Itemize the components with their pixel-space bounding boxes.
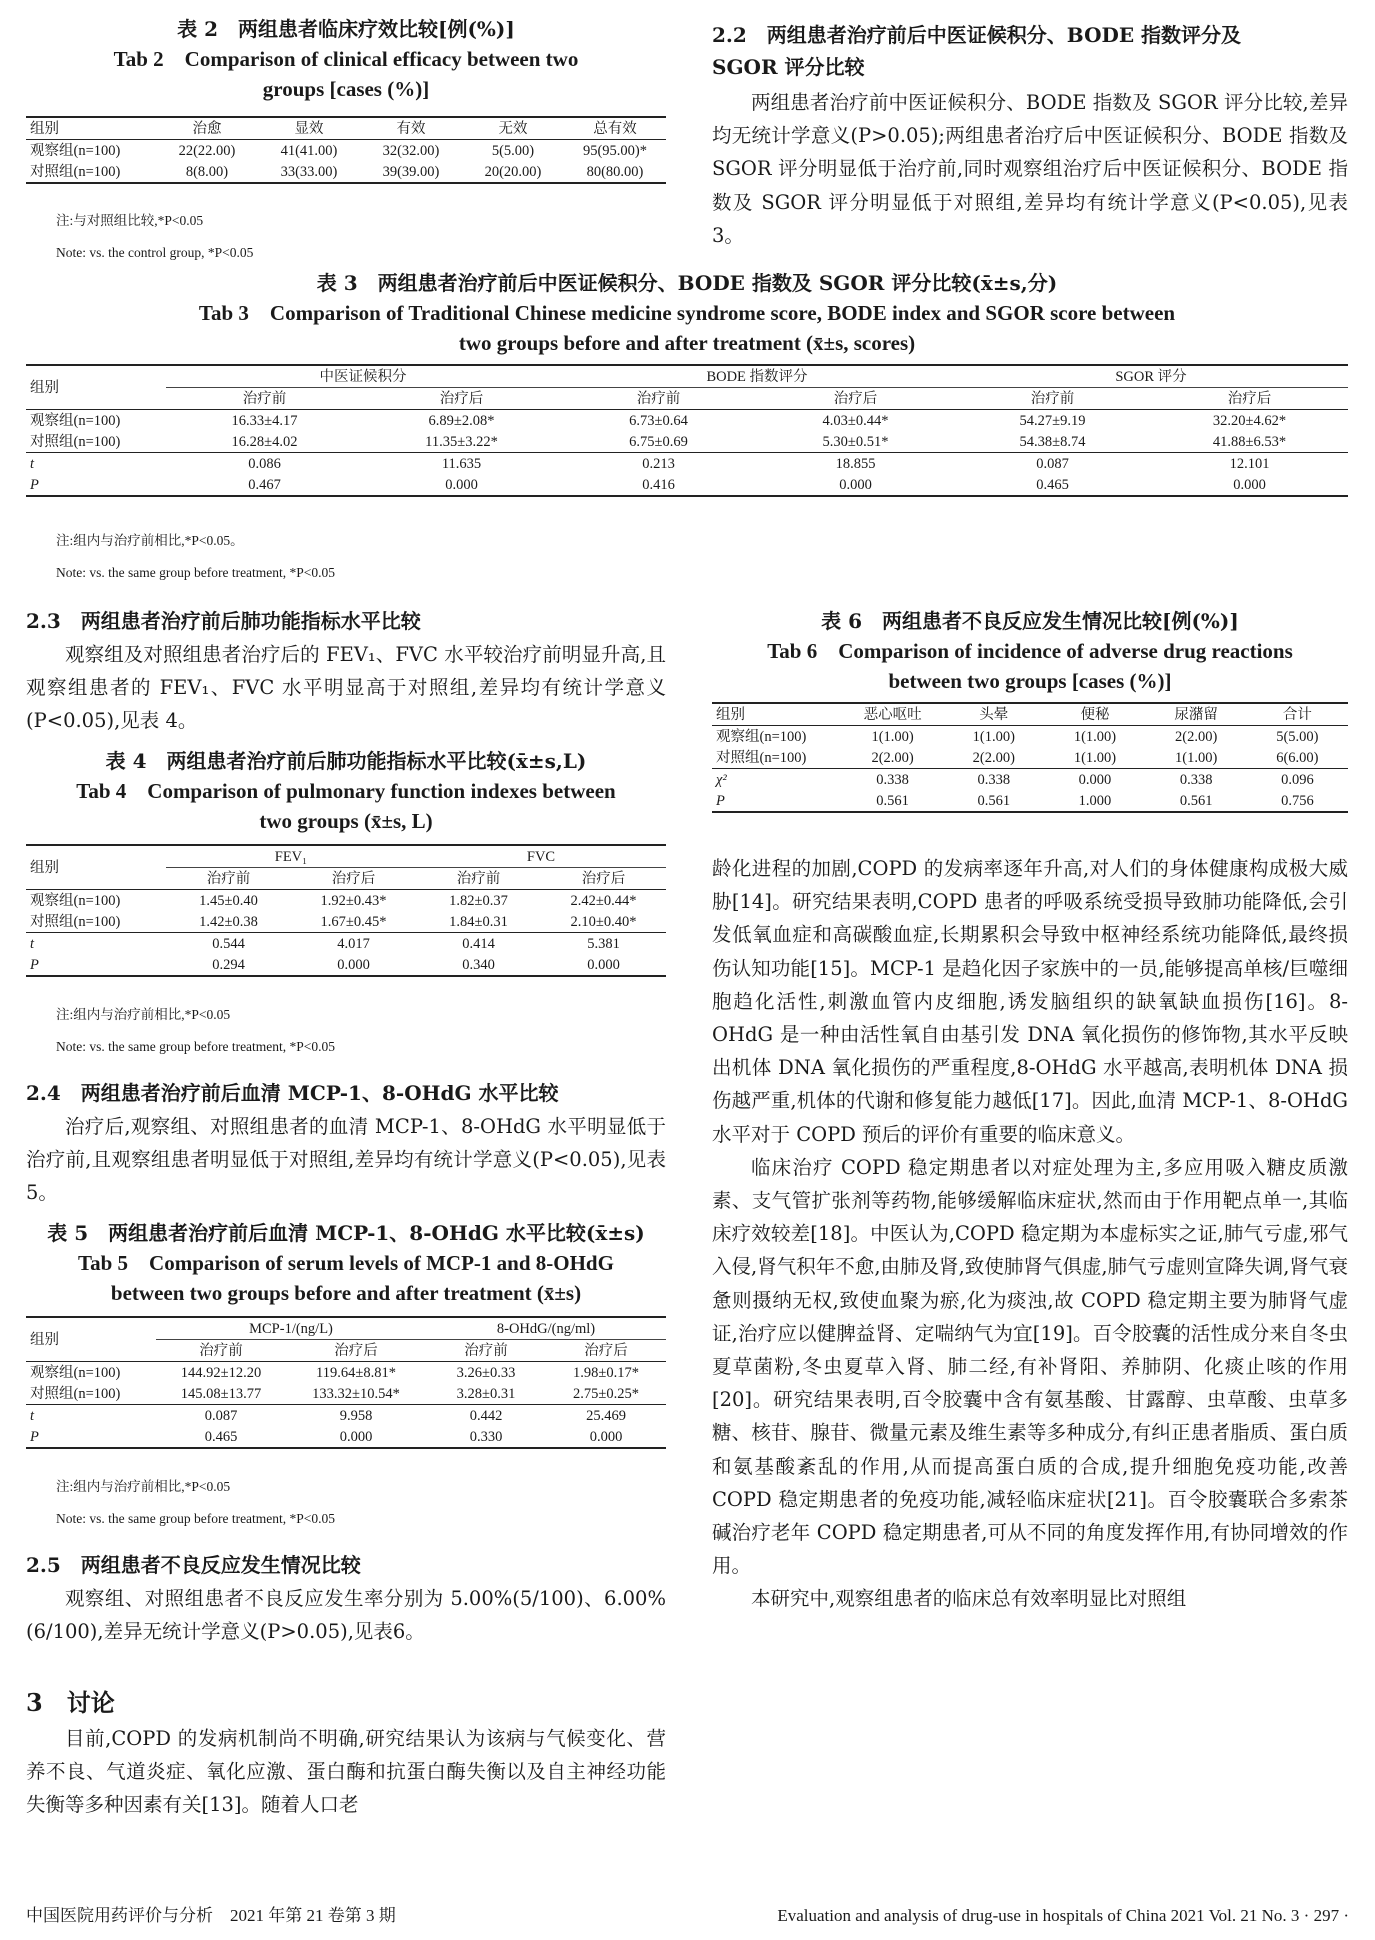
table-cell: 11.635: [363, 453, 560, 475]
table-row: [26, 890, 666, 912]
table-cell: 95(95.00)*: [582, 142, 648, 159]
table-group-row: [26, 1317, 666, 1340]
table-cell: 0.340: [462, 956, 495, 973]
sec23-heading: 2.3 两组患者治疗前后肺功能指标水平比较: [26, 609, 421, 633]
tab3-table: [26, 364, 1348, 497]
tab5-title-en-1: Tab 5 Comparison of serum levels of MCP-1 and 8-OHdG: [78, 1251, 614, 1275]
table-cell: 33(33.00): [280, 163, 338, 180]
table-cell: 观察组(n=100): [30, 1364, 121, 1381]
subheader-cell: 治疗后: [757, 388, 954, 410]
table-cell: 2.75±0.25*: [573, 1385, 639, 1402]
table-cell: 0.000: [339, 1428, 373, 1445]
tab5-note-cn: 注:组内与治疗前相比,*P<0.05: [56, 1479, 231, 1494]
tab4-title-en-2: two groups (x̄±s, L): [259, 809, 433, 833]
tab5-title-cn: 表 5 两组患者治疗前后血清 MCP-1、8-OHdG 水平比较(x̄±s): [47, 1221, 645, 1245]
table-row: [26, 933, 666, 955]
table-cell: 1.82±0.37: [449, 892, 508, 909]
table-cell: 0.544: [166, 933, 291, 955]
table-cell: 0.561: [876, 792, 909, 809]
table-cell: 对照组(n=100): [30, 1385, 121, 1402]
table-cell: 0.442: [426, 1405, 546, 1427]
subheader-cell: 治疗后: [541, 868, 666, 890]
subheader-cell: 治疗后: [291, 868, 416, 890]
table-cell: t: [26, 1405, 156, 1427]
header-cell: 无效: [462, 117, 564, 140]
subheader-cell: 治疗前: [166, 388, 363, 410]
table-cell: 观察组(n=100): [30, 892, 121, 909]
table-row: [26, 1426, 666, 1448]
table-row: [26, 453, 1348, 475]
tab6-title-cn: 表 6 两组患者不良反应发生情况比较[例(%)]: [821, 609, 1239, 633]
tab3-note-cn: 注:组内与治疗前相比,*P<0.05。: [56, 533, 244, 548]
subheader-cell: 治疗前: [426, 1340, 546, 1362]
tab2-title-en-1: Tab 2 Comparison of clinical efficacy between two: [113, 47, 579, 71]
tab2-note-en: Note: vs. the control group, *P<0.05: [56, 245, 254, 260]
table-cell: 对照组(n=100): [30, 913, 121, 930]
subheader-cell: 治疗前: [156, 1340, 286, 1362]
header-cell: 治愈: [156, 117, 258, 140]
footer-journal-cn: 中国医院用药评价与分析 2021 年第 21 卷第 3 期: [26, 1906, 396, 1925]
header-cell: 恶心呕吐: [842, 703, 943, 726]
table-cell: 1(1.00): [972, 728, 1015, 745]
table-cell: 144.92±12.20: [180, 1364, 262, 1381]
subheader-cell: 治疗前: [416, 868, 541, 890]
table-cell: 22(22.00): [178, 142, 236, 159]
table-cell: 54.27±9.19: [1019, 412, 1086, 429]
table-row: [712, 726, 1348, 748]
sec25-heading: 2.5 两组患者不良反应发生情况比较: [26, 1553, 361, 1577]
header-cell: 头晕: [943, 703, 1044, 726]
subheader-cell: 治疗后: [1151, 388, 1348, 410]
table-cell: 2(2.00): [972, 749, 1015, 766]
table-row: [712, 747, 1348, 769]
table-cell: 80(80.00): [586, 163, 644, 180]
table-cell: 6.75±0.69: [629, 433, 688, 450]
table-cell: 观察组(n=100): [716, 728, 807, 745]
table-cell: 0.000: [589, 1428, 623, 1445]
table-cell: 1.45±0.40: [199, 892, 258, 909]
table-group-row: [26, 845, 666, 868]
table-cell: 145.08±13.77: [180, 1385, 262, 1402]
table-cell: 5.30±0.51*: [822, 433, 889, 450]
table-cell: 8(8.00): [185, 163, 229, 180]
table-cell: 0.338: [943, 769, 1044, 791]
tab6-table: [712, 702, 1348, 813]
discussion-right-column: [712, 852, 1348, 1616]
table-cell: 对照组(n=100): [30, 163, 121, 180]
table-cell: 25.469: [546, 1405, 666, 1427]
sec24-heading: 2.4 两组患者治疗前后血清 MCP-1、8-OHdG 水平比较: [26, 1081, 559, 1105]
tab2-note-cn: 注:与对照组比较,*P<0.05: [56, 213, 204, 228]
table-row: [26, 1405, 666, 1427]
table-header-row: [26, 117, 666, 140]
table-cell: 6(6.00): [1276, 749, 1319, 766]
table-cell: 观察组(n=100): [30, 142, 121, 159]
tab6-title-en-1: Tab 6 Comparison of incidence of adverse drug reactions: [767, 639, 1293, 663]
table-cell: 1(1.00): [871, 728, 914, 745]
tab2-table: [26, 116, 666, 184]
table-cell: 0.414: [416, 933, 541, 955]
header-cell: 组别: [26, 845, 166, 890]
table-header-row: [712, 703, 1348, 726]
table-cell: 5.381: [541, 933, 666, 955]
group-header: 中医证候积分: [166, 365, 560, 388]
subheader-cell: 治疗前: [166, 868, 291, 890]
table-cell: 2(2.00): [871, 749, 914, 766]
header-cell: 合计: [1247, 703, 1348, 726]
table-cell: 5(5.00): [491, 142, 535, 159]
table-cell: 1.92±0.43*: [320, 892, 387, 909]
tab3-note-en: Note: vs. the same group before treatment, *P<0.05: [56, 565, 336, 580]
table-cell: 133.32±10.54*: [312, 1385, 400, 1402]
subheader-cell: 治疗后: [546, 1340, 666, 1362]
table-cell: 1(1.00): [1175, 749, 1218, 766]
table-subheader-row: [26, 388, 1348, 410]
group-header: SGOR 评分: [954, 365, 1348, 388]
table-cell: 1(1.00): [1073, 728, 1117, 745]
group-header: BODE 指数评分: [560, 365, 954, 388]
tab4-note-en: Note: vs. the same group before treatment, *P<0.05: [56, 1039, 336, 1054]
table-cell: 39(39.00): [382, 163, 440, 180]
group-header: FVC: [416, 845, 666, 868]
header-cell: 组别: [712, 703, 842, 726]
discussion-paragraph: 本研究中,观察组患者的临床总有效率明显比对照组: [751, 1587, 1187, 1611]
table-cell: 0.338: [842, 769, 943, 791]
table-cell: 4.03±0.44*: [822, 412, 889, 429]
tab4-title-en-1: Tab 4 Comparison of pulmonary function indexes between: [76, 779, 616, 803]
table-cell: 41.88±6.53*: [1212, 433, 1287, 450]
header-cell: 显效: [258, 117, 360, 140]
table-cell: 0.467: [248, 476, 281, 493]
table-cell: 1(1.00): [1073, 749, 1117, 766]
table-cell: t: [26, 453, 166, 475]
table-cell: 观察组(n=100): [30, 412, 121, 429]
table-cell: 1.42±0.38: [199, 913, 258, 930]
table-cell: 16.28±4.02: [231, 433, 298, 450]
table-group-row: [26, 365, 1348, 388]
table-cell: 0.338: [1146, 769, 1247, 791]
table-row: [26, 431, 1348, 453]
table-row: [26, 161, 666, 183]
discussion-paragraph: 临床治疗 COPD 稳定期患者以对症处理为主,多应用吸入糖皮质激素、支气管扩张剂等药物,能够缓解临床症状,然而由于作用靶点单一,其临床疗效较差[18]。中医认为,COPD 稳定期为本虚标实之证,肺气亏虚,邪气入侵,肾气积年不愈,由肺及肾,致使肺肾气俱虚,肺气亏虚则宣降失调,肾气衰惫则摄纳无权,致使血聚为瘀,化为痰浊,故 COPD 稳定期主要为肺肾气虚证,治疗应以健脾益肾、定喘纳气为宜[19]。百令胶囊的活性成分来自冬虫夏草菌粉,冬虫夏草入肾、肺二经,有补肾阳、养肺阴、化痰止咳的作用[20]。研究结果表明,百令胶囊中含有氨基酸、甘露醇、虫草酸、虫草多糖、核苷、腺苷、微量元素及维生素等多种成分,有纠正患者脂质、蛋白质和氨基酸紊乱的作用,从而提高蛋白质的合成,提升细胞免疫功能,改善 COPD 稳定期患者的免疫功能,减轻临床症状[21]。百令胶囊联合多索茶碱治疗老年 COPD 稳定期患者,可从不同的角度发挥作用,有协同增效的作用。: [712, 1155, 1348, 1578]
table-row: [712, 790, 1348, 812]
subheader-cell: 治疗前: [954, 388, 1151, 410]
tab3-title-cn: 表 3 两组患者治疗前后中医证候积分、BODE 指数及 SGOR 评分比较(x̄±s,分): [316, 271, 1058, 295]
table-row: [712, 769, 1348, 791]
tab4-table: [26, 844, 666, 977]
table-cell: 54.38±8.74: [1019, 433, 1086, 450]
header-cell: 便秘: [1044, 703, 1145, 726]
table-cell: t: [26, 933, 166, 955]
footer-journal-en: Evaluation and analysis of drug-use in hospitals of China 2021 Vol. 21 No. 3 · 297 ·: [777, 1906, 1349, 1925]
table-row: [26, 140, 666, 162]
tab6-title-en-2: between two groups [cases (%)]: [888, 669, 1172, 693]
tab3-title-en-1: Tab 3 Comparison of Traditional Chinese medicine syndrome score, BODE index and SGOR score between: [198, 301, 1176, 325]
header-cell: 组别: [26, 1317, 156, 1362]
table-cell: 0.000: [839, 476, 872, 493]
table-cell: 3.26±0.33: [456, 1364, 516, 1381]
table-cell: 0.465: [1036, 476, 1069, 493]
table-cell: 0.465: [204, 1428, 238, 1445]
group-header: 8-OHdG/(ng/ml): [426, 1317, 666, 1340]
tab2-title-cn: 表 2 两组患者临床疗效比较[例(%)]: [177, 17, 515, 41]
table-row: [26, 474, 1348, 496]
table-cell: 0.330: [469, 1428, 503, 1445]
group-header: FEV₁: [166, 845, 416, 868]
sec23-text: 观察组及对照组患者治疗后的 FEV₁、FVC 水平较治疗前明显升高,且观察组患者的 FEV₁、FVC 水平明显高于对照组,差异均有统计学意义(P<0.05),见表 4。: [26, 643, 666, 733]
table-cell: 0.294: [212, 956, 245, 973]
table-cell: 12.101: [1151, 453, 1348, 475]
table-cell: 0.000: [337, 956, 370, 973]
table-cell: 1.84±0.31: [449, 913, 508, 930]
subheader-cell: 治疗后: [286, 1340, 426, 1362]
tab2-title-en-2: groups [cases (%)]: [262, 77, 430, 101]
table-cell: 6.73±0.64: [629, 412, 688, 429]
sec22-heading-2: SGOR 评分比较: [712, 55, 865, 79]
table-cell: 41(41.00): [280, 142, 338, 159]
table-cell: 5(5.00): [1276, 728, 1319, 745]
table-row: [26, 410, 1348, 432]
header-cell: 有效: [360, 117, 462, 140]
sec25-text: 观察组、对照组患者不良反应发生率分别为 5.00%(5/100)、6.00%(6/100),差异无统计学意义(P>0.05),见表6。: [26, 1587, 666, 1644]
table-cell: 0.000: [1044, 769, 1145, 791]
table-cell: 119.64±8.81*: [316, 1364, 396, 1381]
table-row: [26, 1383, 666, 1405]
table-cell: 0.416: [642, 476, 675, 493]
sec22-text: 两组患者治疗前中医证候积分、BODE 指数及 SGOR 评分比较,差异均无统计学意义(P>0.05);两组患者治疗后中医证候积分、BODE 指数及 SGOR 评分明显低于治疗前,同时观察组治疗后中医证候积分、BODE 指数及 SGOR 评分明显低于对照组,差异均有统计学意义(P<0.05),见表 3。: [712, 91, 1348, 247]
table-cell: 0.561: [1179, 792, 1213, 809]
table-cell: 0.096: [1247, 769, 1348, 791]
table-cell: 2.42±0.44*: [570, 892, 637, 909]
table-cell: 0.000: [587, 956, 620, 973]
table-cell: 32.20±4.62*: [1212, 412, 1287, 429]
table-cell: 对照组(n=100): [30, 433, 121, 450]
table-cell: 对照组(n=100): [716, 749, 807, 766]
subheader-cell: 治疗后: [363, 388, 560, 410]
table-cell: P: [30, 476, 39, 493]
table-cell: 11.35±3.22*: [425, 433, 498, 450]
table-row: [26, 1362, 666, 1384]
tab5-title-en-2: between two groups before and after treatment (x̄±s): [110, 1281, 582, 1305]
header-cell: 尿潴留: [1146, 703, 1247, 726]
table-cell: 20(20.00): [484, 163, 542, 180]
tab5-table: [26, 1316, 666, 1449]
table-cell: 2(2.00): [1175, 728, 1218, 745]
group-header: MCP-1/(ng/L): [156, 1317, 426, 1340]
table-cell: 2.10±0.40*: [570, 913, 637, 930]
table-cell: 0.087: [954, 453, 1151, 475]
table-cell: 32(32.00): [382, 142, 440, 159]
table-cell: P: [716, 792, 725, 809]
table-cell: 9.958: [286, 1405, 426, 1427]
tab5-note-en: Note: vs. the same group before treatment, *P<0.05: [56, 1511, 336, 1526]
table-cell: 0.756: [1281, 792, 1314, 809]
table-cell: 3.28±0.31: [456, 1385, 516, 1402]
discussion-paragraph: 龄化进程的加剧,COPD 的发病率逐年升高,对人们的身体健康构成极大威胁[14]。研究结果表明,COPD 患者的呼吸系统受损导致肺功能降低,会引发低氧血症和高碳酸血症,长期累积会导致中枢神经系统功能降低,最终损伤认知功能[15]。MCP-1 是趋化因子家族中的一员,能够提高单核/巨噬细胞趋化活性,刺激血管内皮细胞,诱发脑组织的缺氧缺血损伤[16]。8-OHdG 是一种由活性氧自由基引发 DNA 氧化损伤的修饰物,其水平反映出机体 DNA 氧化损伤的严重程度,8-OHdG 水平越高,表明机体 DNA 损伤越严重,机体的代谢和修复能力越低[17]。因此,血清 MCP-1、8-OHdG 水平对于 COPD 预后的评价有重要的临床意义。: [712, 857, 1348, 1146]
table-cell: 1.98±0.17*: [573, 1364, 639, 1381]
table-cell: 18.855: [757, 453, 954, 475]
table-cell: 0.000: [445, 476, 478, 493]
tab4-note-cn: 注:组内与治疗前相比,*P<0.05: [56, 1007, 231, 1022]
tab4-title-cn: 表 4 两组患者治疗前后肺功能指标水平比较(x̄±s,L): [105, 749, 587, 773]
table-row: [26, 954, 666, 976]
header-cell: 组别: [26, 117, 156, 140]
table-cell: 6.89±2.08*: [428, 412, 495, 429]
tab3-title-en-2: two groups before and after treatment (x̄±s, scores): [458, 331, 916, 355]
table-cell: 0.087: [156, 1405, 286, 1427]
header-cell: 总有效: [564, 117, 666, 140]
table-cell: 1.67±0.45*: [320, 913, 387, 930]
table-cell: 4.017: [291, 933, 416, 955]
table-cell: 16.33±4.17: [231, 412, 298, 429]
sec3-text: 目前,COPD 的发病机制尚不明确,研究结果认为该病与气候变化、营养不良、气道炎症、氧化应激、蛋白酶和抗蛋白酶失衡以及自主神经功能失衡等多种因素有关[13]。随着人口老: [26, 1727, 666, 1817]
sec3-heading: 3 讨论: [26, 1688, 115, 1717]
header-cell: 组别: [26, 365, 166, 410]
table-row: [26, 911, 666, 933]
table-cell: χ²: [712, 769, 842, 791]
subheader-cell: 治疗前: [560, 388, 757, 410]
sec22-heading-1: 2.2 两组患者治疗前后中医证候积分、BODE 指数评分及: [712, 23, 1242, 47]
table-cell: 0.561: [977, 792, 1011, 809]
table-cell: 0.213: [560, 453, 757, 475]
table-cell: 0.086: [166, 453, 363, 475]
table-cell: 0.000: [1233, 476, 1266, 493]
table-cell: P: [30, 1428, 39, 1445]
sec24-text: 治疗后,观察组、对照组患者的血清 MCP-1、8-OHdG 水平明显低于治疗前,且观察组患者明显低于对照组,差异均有统计学意义(P<0.05),见表 5。: [26, 1115, 666, 1205]
table-cell: P: [30, 956, 39, 973]
table-cell: 1.000: [1078, 792, 1112, 809]
